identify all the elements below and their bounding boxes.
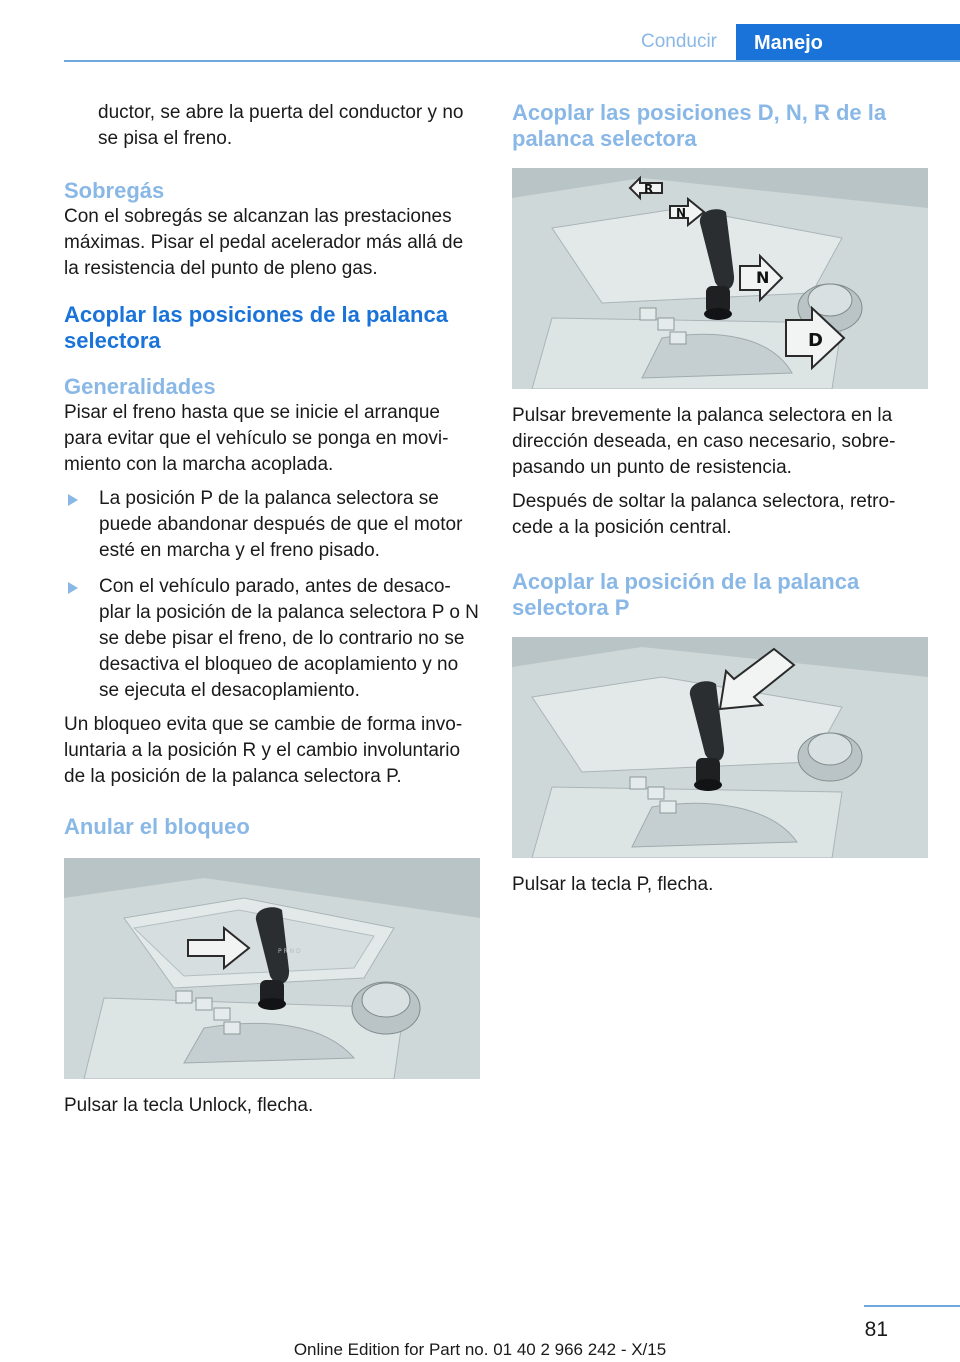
- section-tab: Conducir: [640, 31, 718, 52]
- unlock-button-illustration: [64, 858, 480, 1079]
- sobregas-heading: Sobregás: [64, 178, 165, 203]
- bullet-item: [64, 574, 480, 704]
- dnr-text-2: Después de soltar la palanca selectora, retro‐cede a la posición central.: [512, 491, 896, 538]
- left-column: [64, 100, 480, 1119]
- page-number: 81: [864, 1318, 888, 1341]
- edition-line: Online Edition for Part no. 01 40 2 966 242 - X/15: [293, 1340, 667, 1359]
- bloqueo-text: Un bloqueo evita que se cambie de forma invo‐luntaria a la posición R y el cambio involuntario de la posición de la palanca selectora P.: [64, 714, 463, 787]
- label-n-top: N: [676, 206, 687, 220]
- footer-rule: [864, 1305, 960, 1307]
- dnr-heading: Acoplar las posiciones D, N, R de la palanca selectora: [512, 100, 887, 151]
- label-d: D: [808, 330, 823, 351]
- unlock-caption: Pulsar la tecla Unlock, flecha.: [64, 1095, 314, 1116]
- triangle-bullet-icon: [68, 494, 78, 506]
- anular-heading: Anular el bloqueo: [64, 814, 250, 839]
- triangle-bullet-icon: [68, 582, 78, 594]
- selector-dnr-illustration: [512, 168, 928, 389]
- bullet-item: [64, 486, 480, 564]
- dnr-text-1: Pulsar brevemente la palanca selectora en la dirección deseada, en caso necesario, sobre‐pasando un punto de resistencia.: [512, 405, 896, 478]
- bullet-list: [64, 486, 480, 704]
- selector-p-illustration: [512, 637, 928, 858]
- main-heading: Acoplar las posiciones de la palanca selectora: [64, 302, 448, 353]
- p-position-heading: Acoplar la posición de la palanca selectora P: [512, 569, 860, 620]
- continuation-text: ductor, se abre la puerta del conductor y no se pisa el freno.: [98, 102, 464, 149]
- svg-text:P R N D: P R N D: [278, 948, 301, 955]
- p-caption: Pulsar la tecla P, flecha.: [512, 874, 714, 895]
- label-r: R: [644, 182, 654, 196]
- generalidades-text: Pisar el freno hasta que se inicie el arranque para evitar que el vehículo se ponga en movi‐miento con la marcha acoplada.: [64, 402, 449, 475]
- right-column: [512, 100, 928, 898]
- header-rule: [64, 60, 960, 62]
- label-n-right: N: [756, 268, 770, 287]
- sobregas-text: Con el sobregás se alcanzan las prestaciones máximas. Pisar el pedal acelerador más allá de la resistencia del punto de pleno gas.: [64, 206, 464, 279]
- bullet-text: Con el vehículo parado, antes de desaco‐plar la posición de la palanca selectora P o N se debe pisar el freno, de lo contrario no se desactiva el bloqueo de acoplamiento y no se ejecuta el desacoplamiento.: [99, 576, 479, 701]
- generalidades-heading: Generalidades: [64, 374, 216, 399]
- bullet-text: La posición P de la palanca selectora se puede abandonar después de que el motor esté en marcha y el freno pisado.: [99, 488, 463, 561]
- chapter-tab: Manejo: [736, 24, 960, 62]
